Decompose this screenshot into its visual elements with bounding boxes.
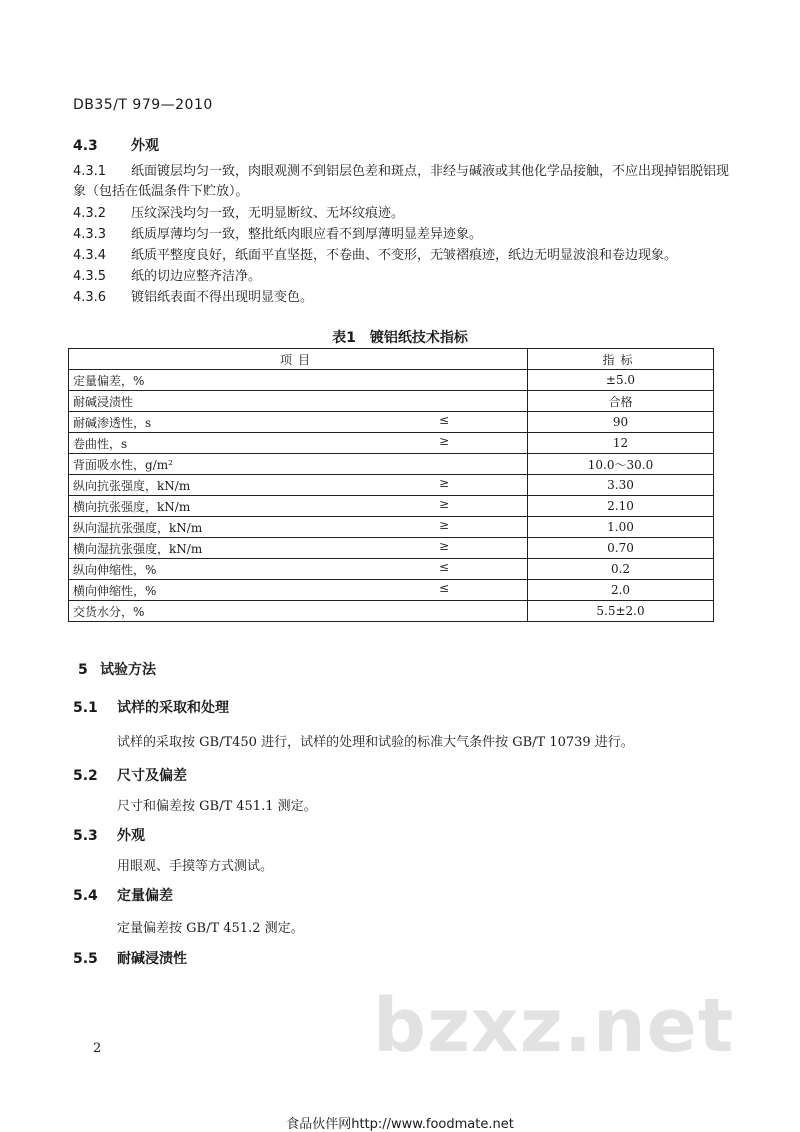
section-4-3-heading xyxy=(73,135,159,155)
table-row xyxy=(69,601,714,622)
table-row xyxy=(69,433,714,454)
row-operator: ≤ xyxy=(438,581,449,595)
clause-number: 4.3.6 xyxy=(73,290,107,305)
row-value: 合格 xyxy=(528,391,714,412)
section-5-2-text: 尺寸和偏差按 GB/T 451.1 测定。 xyxy=(117,799,317,814)
row-value: ±5.0 xyxy=(528,370,714,391)
row-item: 耐碱浸渍性 xyxy=(73,394,134,409)
section-5-5-heading xyxy=(73,948,187,968)
table-row xyxy=(69,454,714,475)
clause-number: 4.3.2 xyxy=(73,206,107,221)
row-value: 0.70 xyxy=(528,538,714,559)
section-title: 耐碱浸渍性 xyxy=(117,951,187,967)
clause-4-3-4 xyxy=(73,246,733,266)
row-operator: ≥ xyxy=(438,518,449,532)
row-operator: ≥ xyxy=(438,497,449,511)
section-5-4-text: 定量偏差按 GB/T 451.2 测定。 xyxy=(117,921,304,936)
section-title: 试样的采取和处理 xyxy=(117,700,229,716)
table-row xyxy=(69,517,714,538)
row-item: 横向湿抗张强度，kN/m xyxy=(73,541,203,556)
table-caption: 表1 镀铝纸技术指标 xyxy=(332,330,468,346)
document-code: DB35/T 979—2010 xyxy=(73,97,213,113)
section-title: 试验方法 xyxy=(100,662,156,678)
section-5-3-heading xyxy=(73,825,145,845)
clause-number: 4.3.1 xyxy=(73,164,107,179)
clause-text: 纸面镀层均匀一致，肉眼观测不到铝层色差和斑点，非经与碱液或其他化学品接触，不应出现掉铝脱铝现象（包括在低温条件下贮放）。 xyxy=(73,164,730,199)
row-item: 纵向伸缩性，% xyxy=(73,562,157,577)
section-5-1-text: 试样的采取按 GB/T450 进行，试样的处理和试验的标准大气条件按 GB/T 10739 进行。 xyxy=(117,735,634,750)
clause-text: 压纹深浅均匀一致，无明显断纹、无坏纹痕迹。 xyxy=(131,206,405,221)
clause-number: 4.3.3 xyxy=(73,227,107,242)
clause-4-3-6 xyxy=(73,288,733,308)
section-number: 5.1 xyxy=(73,700,98,716)
section-number: 5.4 xyxy=(73,888,98,904)
table-row xyxy=(69,412,714,433)
row-item: 交货水分，% xyxy=(73,604,145,619)
row-item: 背面吸水性，g/m² xyxy=(73,457,173,472)
spec-table xyxy=(68,348,714,622)
section-number: 5.2 xyxy=(73,768,98,784)
section-title: 外观 xyxy=(131,138,159,154)
table-row xyxy=(69,391,714,412)
row-operator: ≤ xyxy=(438,413,449,427)
section-title: 尺寸及偏差 xyxy=(117,768,187,784)
row-item: 纵向湿抗张强度，kN/m xyxy=(73,520,203,535)
row-value: 12 xyxy=(528,433,714,454)
section-title: 定量偏差 xyxy=(117,888,173,904)
section-number: 4.3 xyxy=(73,138,98,154)
footer-link[interactable]: 食品伙伴网http://www.foodmate.net xyxy=(286,1117,514,1132)
clause-text: 镀铝纸表面不得出现明显变色。 xyxy=(131,290,314,305)
table-row xyxy=(69,370,714,391)
section-5-heading xyxy=(78,659,156,679)
table-row xyxy=(69,496,714,517)
table-row xyxy=(69,475,714,496)
clause-4-3-3 xyxy=(73,225,733,245)
row-value: 3.30 xyxy=(528,475,714,496)
row-item: 卷曲性，s xyxy=(73,436,128,451)
clause-4-3-5 xyxy=(73,267,733,287)
row-value: 90 xyxy=(528,412,714,433)
row-item: 耐碱渗透性，s xyxy=(73,415,152,430)
row-value: 5.5±2.0 xyxy=(528,601,714,622)
row-value: 2.0 xyxy=(528,580,714,601)
row-item: 横向伸缩性，% xyxy=(73,583,157,598)
clause-text: 纸质厚薄均匀一致，整批纸肉眼应看不到厚薄明显差异迹象。 xyxy=(131,227,483,242)
row-item: 定量偏差，% xyxy=(73,373,145,388)
section-5-2-heading xyxy=(73,765,187,785)
page-number: 2 xyxy=(93,1041,102,1056)
column-header-item: 项目 xyxy=(69,349,528,370)
clause-text: 纸的切边应整齐洁净。 xyxy=(131,269,262,284)
row-operator: ≥ xyxy=(438,434,449,448)
section-title: 外观 xyxy=(117,828,145,844)
clause-number: 4.3.5 xyxy=(73,269,107,284)
section-5-4-heading xyxy=(73,885,173,905)
row-operator: ≥ xyxy=(438,539,449,553)
row-item: 纵向抗张强度，kN/m xyxy=(73,478,191,493)
row-item: 横向抗张强度，kN/m xyxy=(73,499,191,514)
table-row xyxy=(69,559,714,580)
section-number: 5 xyxy=(78,662,88,678)
row-value: 0.2 xyxy=(528,559,714,580)
row-operator: ≥ xyxy=(438,476,449,490)
row-value: 1.00 xyxy=(528,517,714,538)
row-value: 2.10 xyxy=(528,496,714,517)
section-number: 5.3 xyxy=(73,828,98,844)
clause-text: 纸质平整度良好，纸面平直坚挺，不卷曲、不变形，无皱褶痕迹，纸边无明显波浪和卷边现象。 xyxy=(131,248,678,263)
section-5-3-text: 用眼观、手摸等方式测试。 xyxy=(117,859,274,874)
watermark: bzxz.net xyxy=(373,983,735,1069)
clause-4-3-2 xyxy=(73,204,733,224)
table-row xyxy=(69,538,714,559)
clause-number: 4.3.4 xyxy=(73,248,107,263)
section-5-1-heading xyxy=(73,697,229,717)
clause-4-3-1 xyxy=(73,162,733,202)
section-number: 5.5 xyxy=(73,951,98,967)
row-value: 10.0～30.0 xyxy=(528,454,714,475)
row-operator: ≤ xyxy=(438,560,449,574)
table-header-row xyxy=(69,349,714,370)
column-header-value: 指标 xyxy=(528,349,714,370)
table-row xyxy=(69,580,714,601)
